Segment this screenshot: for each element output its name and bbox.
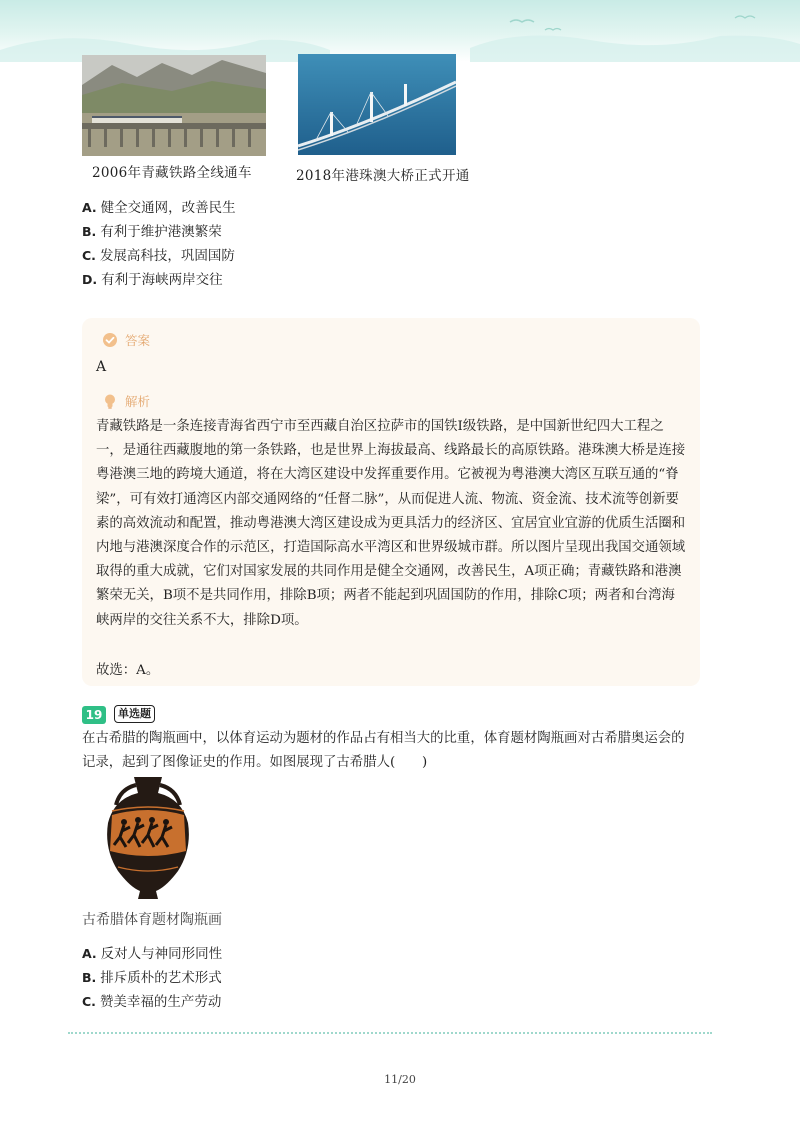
qinghai-tibet-railway-photo [82,55,266,156]
greek-amphora-image [100,775,196,903]
analysis-label-text: 解析 [125,394,151,409]
analysis-text: 青藏铁路是一条连接青海省西宁市至西藏自治区拉萨市的国铁I级铁路，是中国新世纪四大工程之一，是通往西藏腹地的第一条铁路，也是世界上海拔最高、线路最长的高原铁路。港珠澳大桥是连接粤港澳三地的跨境大通道，将在大湾区建设中发挥重要作用。它被视为粤港澳大湾区互联互通的“脊梁”，可有效打通湾区内部交通网络的“任督二脉”，从而促进人流、物流、资金流、技术流等创新要素的高效流动和配置，推动粤港澳大湾区建设成为更具活力的经济区、宜居宜业宜游的优质生活圈和内地与港澳深度合作的示范区，打造国际高水平湾区和世界级城市群。所以图片呈现出我国交通领域取得的重大成就，它们对国家发展的共同作用是健全交通网，改善民生，A项正确；青藏铁路和港澳繁荣无关，B项不是共同作用，排除B项；两者不能起到巩固国防的作用，排除C项；两者和台湾海峡两岸的交往关系不大，排除D项。 [96,419,686,628]
option-key: C. [82,994,96,1009]
option-a[interactable] [82,196,236,216]
lightbulb-icon [102,393,118,409]
analysis-label [102,392,150,410]
option-text: 健全交通网，改善民生 [100,200,236,216]
option-text: 有利于维护港澳繁荣 [100,224,222,240]
option-text: 排斥质朴的艺术形式 [100,970,222,986]
page-number: 11/20 [384,1073,416,1086]
answer-analysis-box [82,318,700,686]
option-key: A. [82,200,97,215]
analysis-conclusion: 故选：A。 [96,663,160,678]
image-caption: 古希腊体育题材陶瓶画 [82,912,222,928]
option-key: D. [82,272,98,287]
option-b[interactable] [82,966,222,986]
option-c[interactable] [82,990,221,1010]
option-key: B. [82,970,97,985]
header-banner [0,0,800,62]
question-stem: 在古希腊的陶瓶画中，以体育运动为题材的作品占有相当大的比重，体育题材陶瓶画对古希腊奥运会的记录，起到了图像证史的作用。如图展现了古希腊人( ) [82,731,685,770]
option-b[interactable] [82,220,222,240]
option-text: 赞美幸福的生产劳动 [99,994,222,1010]
question-number-badge: 19 [82,706,106,724]
photo-caption-bridge: 2018年港珠澳大桥正式开通 [296,168,470,184]
option-text: 反对人与神同形同性 [100,946,223,962]
cloud-decoration [0,0,800,62]
option-key: B. [82,224,97,239]
option-text: 有利于海峡两岸交往 [101,272,223,288]
answer-value: A [96,359,107,375]
option-a[interactable] [82,942,222,962]
answer-label [102,331,150,349]
hong-kong-zhuhai-macao-bridge-photo [298,54,456,155]
option-d[interactable] [82,268,223,288]
option-key: A. [82,946,97,961]
option-c[interactable] [82,244,235,264]
check-circle-icon [102,332,118,348]
option-key: C. [82,248,96,263]
question-type-tag: 单选题 [114,705,155,723]
answer-label-text: 答案 [125,333,151,348]
option-text: 发展高科技，巩固国防 [99,248,235,264]
section-divider [68,1032,712,1034]
photo-caption-railway: 2006年青藏铁路全线通车 [92,165,252,181]
